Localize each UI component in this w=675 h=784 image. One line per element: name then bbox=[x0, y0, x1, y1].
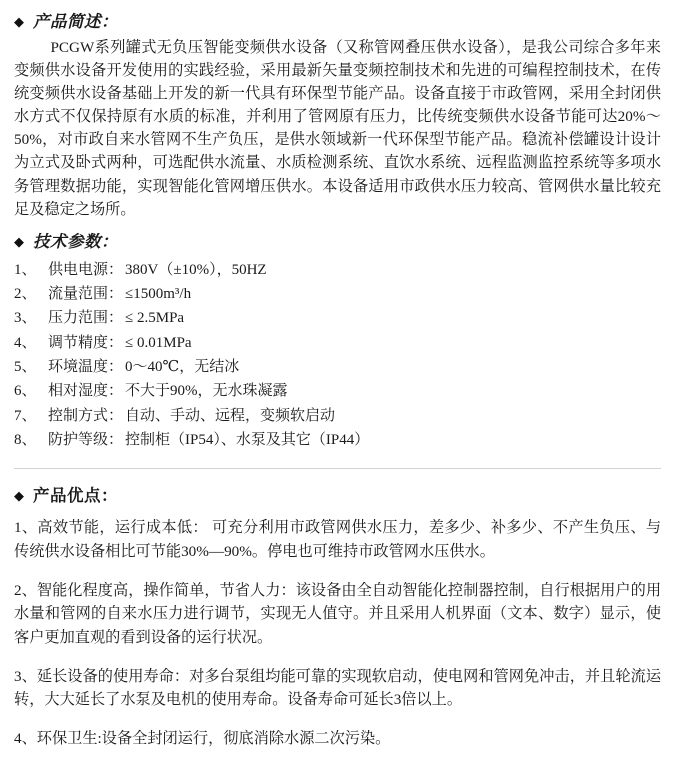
tech-params-list bbox=[14, 258, 661, 452]
list-item bbox=[14, 258, 661, 282]
advantage-number: 2、 bbox=[14, 581, 37, 599]
spec-number: 2、 bbox=[14, 286, 37, 303]
section-header-advantages bbox=[14, 482, 661, 506]
spec-number: 6、 bbox=[14, 383, 37, 400]
advantage-paragraph bbox=[14, 727, 661, 751]
spec-label: 相对湿度： bbox=[48, 383, 124, 400]
spec-value: 自动、手动、远程，变频软启动 bbox=[125, 407, 336, 424]
advantage-item-4 bbox=[14, 727, 661, 751]
section-title-advantages: 产品优点： bbox=[33, 486, 118, 506]
list-item bbox=[14, 404, 661, 428]
spec-number: 5、 bbox=[14, 358, 37, 375]
diamond-bullet-icon: ◆ bbox=[14, 233, 24, 249]
advantage-heading: 延长设备的使用寿命： bbox=[36, 667, 190, 685]
spec-value: 0～40℃，无结冰 bbox=[125, 358, 240, 375]
spec-value: ≤ 0.01MPa bbox=[125, 334, 192, 351]
advantage-number: 3、 bbox=[14, 667, 37, 685]
advantage-text: 对多台泵组均能可靠的实现软启动，使电网和管网免冲击，并且轮流运转，大大延长了水泵及电机的使用寿命。设备寿命可延长3倍以上。 bbox=[14, 667, 662, 709]
list-item bbox=[14, 282, 661, 306]
diamond-bullet-icon: ◆ bbox=[14, 14, 24, 29]
section-title-tech-params: 技术参数： bbox=[33, 231, 118, 251]
spec-number: 4、 bbox=[14, 334, 37, 351]
advantage-heading: 高效节能，运行成本低： bbox=[37, 519, 208, 537]
advantage-item-1 bbox=[14, 516, 661, 563]
advantage-text: 该设备由全自动智能化控制器控制，自行根据用户的用水量和管网的自来水压力进行调节，实现无人值守。并且采用人机界面（文本、数字）显示，使客户更加直观的看到设备的运行状况。 bbox=[14, 581, 662, 646]
advantage-paragraph bbox=[14, 516, 661, 563]
list-item bbox=[14, 306, 661, 330]
spec-label: 压力范围： bbox=[48, 310, 124, 327]
list-item bbox=[14, 331, 661, 355]
section-divider bbox=[14, 468, 661, 469]
list-item bbox=[14, 379, 661, 403]
section-title-product-summary: 产品简述： bbox=[33, 12, 118, 31]
advantage-item-3 bbox=[14, 665, 661, 712]
spec-number: 3、 bbox=[14, 310, 37, 327]
spec-label: 环境温度： bbox=[48, 358, 124, 375]
spec-number: 7、 bbox=[14, 407, 37, 424]
spec-number: 1、 bbox=[14, 261, 37, 278]
advantage-item-2 bbox=[14, 579, 661, 650]
advantage-text: 设备全封闭运行，彻底消除水源二次污染。 bbox=[101, 730, 391, 748]
spec-value: ≤ 2.5MPa bbox=[125, 310, 185, 327]
spec-label: 供电电源： bbox=[48, 261, 124, 278]
spec-label: 防护等级： bbox=[48, 431, 124, 448]
spec-label: 流量范围： bbox=[48, 286, 124, 303]
advantage-number: 1、 bbox=[14, 519, 38, 537]
list-item bbox=[14, 428, 661, 452]
advantage-paragraph bbox=[14, 579, 661, 650]
advantage-paragraph bbox=[14, 665, 661, 712]
spec-value: 380V（±10%），50HZ bbox=[125, 261, 267, 278]
section-header-product-summary bbox=[14, 8, 661, 32]
advantage-heading: 环保卫生: bbox=[36, 730, 102, 748]
spec-value: 不大于90%，无水珠凝露 bbox=[125, 383, 288, 400]
diamond-bullet-icon: ◆ bbox=[14, 488, 24, 504]
spec-number: 8、 bbox=[14, 431, 37, 448]
spec-value: 控制柜（IP54）、水泵及其它（IP44） bbox=[125, 431, 370, 448]
advantage-number: 4、 bbox=[14, 730, 37, 748]
section-header-tech-params bbox=[14, 228, 661, 252]
spec-label: 调节精度： bbox=[48, 334, 124, 351]
spec-label: 控制方式： bbox=[48, 407, 124, 424]
advantage-text: 可充分利用市政管网供水压力，差多少、补多少、不产生负压、与传统供水设备相比可节能30%—90%。停电也可维持市政管网水压供水。 bbox=[14, 519, 662, 560]
paragraph-product-summary: PCGW系列罐式无负压智能变频供水设备（又称管网叠压供水设备），是我公司综合多年来变频供水设备开发使用的实践经验，采用最新矢量变频控制技术和先进的可编程控制技术，在传统变频供水设备基础上开发的新一代具有环保型节能产品。设备直接于市政管网，采用全封闭供水方式不仅保持原有水质的标准，并利用了管网原有压力，比传统变频供水设备节能可达20%～50%，对市政自来水管网不生产负压，是供水领域新一代环保型节能产品。稳流补偿罐设计设计为立式及卧式两种，可选配供水流量、水质检测系统、直饮水系统、远程监测监控系统等多项水务管理数据功能，实现智能化管网增压供水。本设备适用市政供水压力较高、管网供水量比较充足及稳定之场所。 bbox=[14, 39, 661, 218]
spec-value: ≤1500m³/h bbox=[125, 286, 192, 303]
advantage-heading: 智能化程度高，操作简单，节省人力： bbox=[36, 581, 296, 599]
list-item bbox=[14, 355, 661, 379]
